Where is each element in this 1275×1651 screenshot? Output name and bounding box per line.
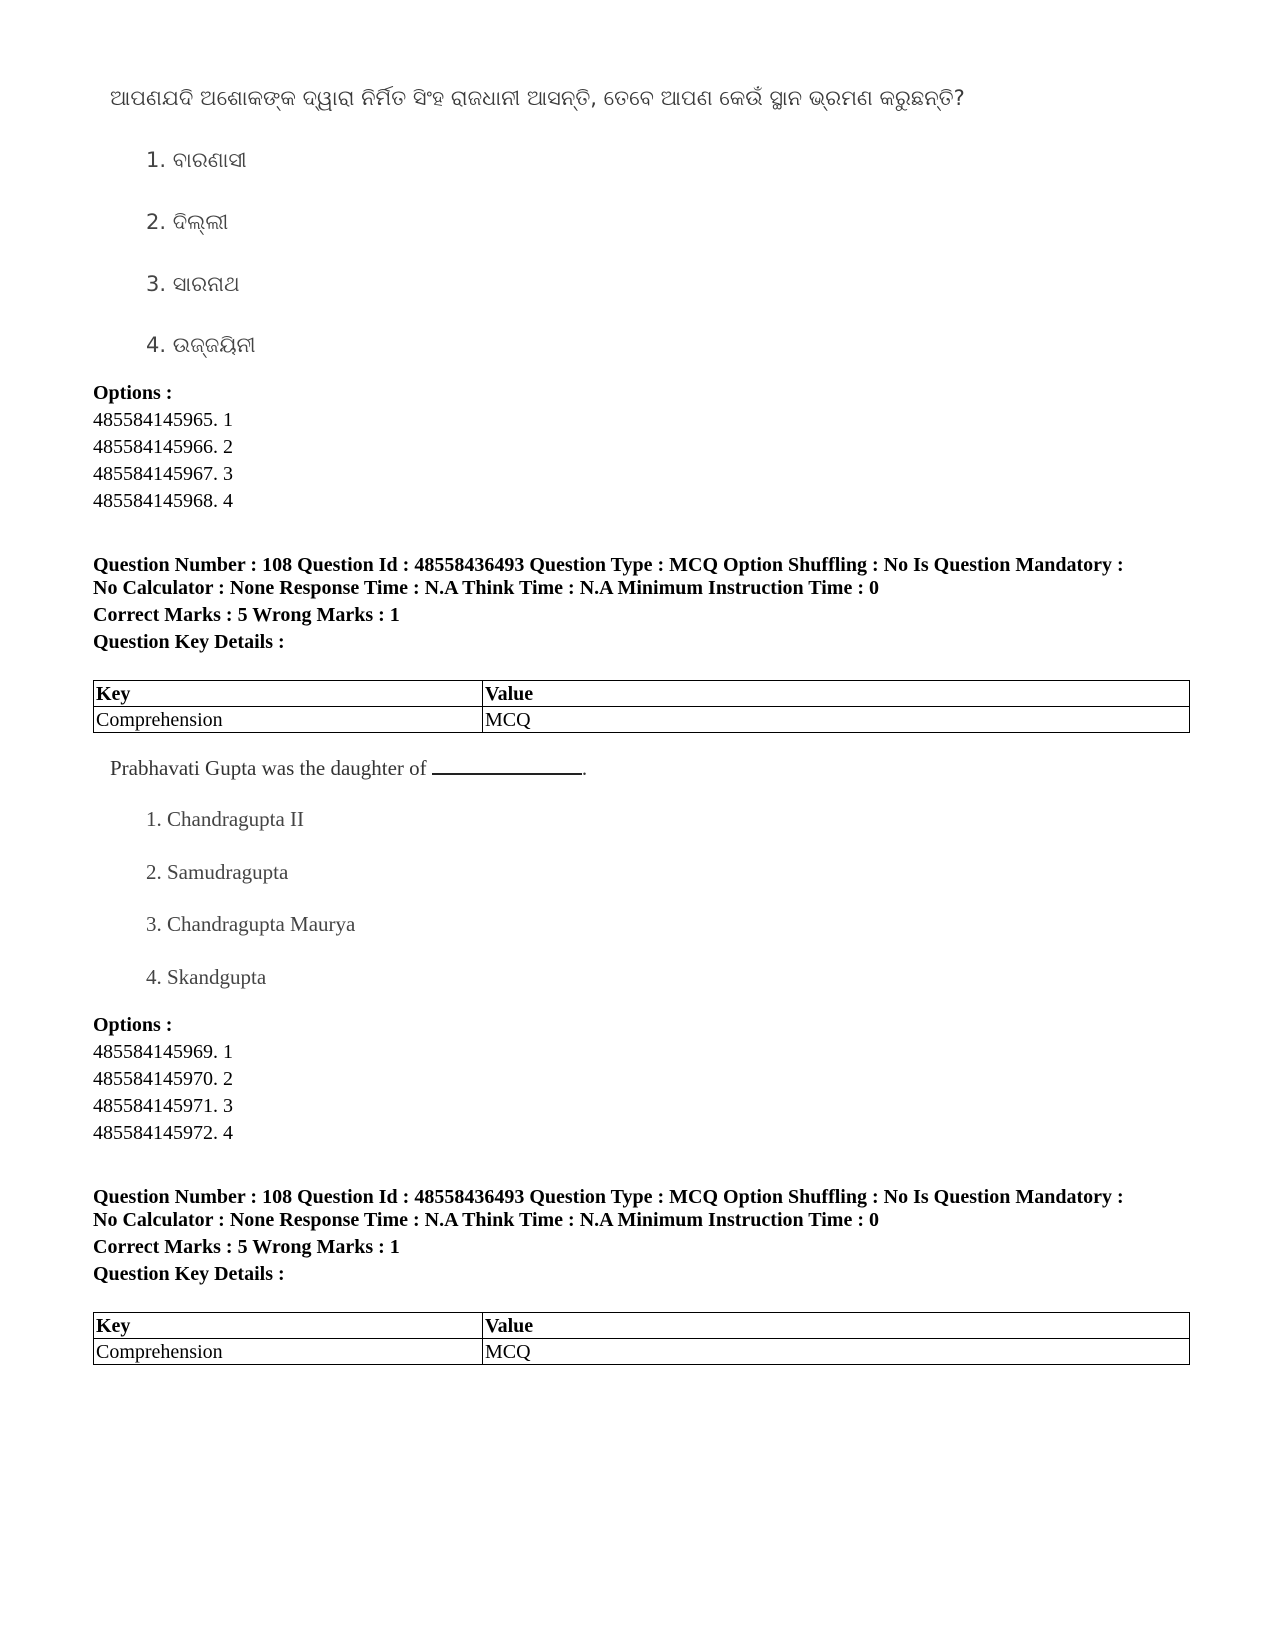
question-image-english xyxy=(110,755,588,989)
key-details-table xyxy=(93,1312,1183,1365)
key-header: Key xyxy=(94,681,483,707)
key-cell: Comprehension xyxy=(94,707,483,733)
question-meta-line2: No Calculator : None Response Time : N.A Think Time : N.A Minimum Instruction Time : 0 xyxy=(93,1209,879,1231)
options-label: Options : xyxy=(93,382,173,404)
option-item: 485584145969. 1 xyxy=(93,1041,233,1063)
key-cell: Comprehension xyxy=(94,1339,483,1365)
answer-blank xyxy=(432,755,582,775)
question-image-odia xyxy=(110,86,965,357)
option-item: 485584145966. 2 xyxy=(93,436,233,458)
choice-3: 3. Chandragupta Maurya xyxy=(146,912,356,936)
value-cell: MCQ xyxy=(483,707,1190,733)
option-item: 485584145965. 1 xyxy=(93,409,233,431)
marks-line: Correct Marks : 5 Wrong Marks : 1 xyxy=(93,1236,400,1258)
value-cell: MCQ xyxy=(483,1339,1190,1365)
choice-2: 2. ଦିଲ୍ଲୀ xyxy=(146,210,229,234)
option-item: 485584145972. 4 xyxy=(93,1122,233,1144)
marks-line: Correct Marks : 5 Wrong Marks : 1 xyxy=(93,604,400,626)
value-header: Value xyxy=(483,681,1190,707)
question-text: ଆପଣଯଦି ଅଶୋକଙ୍କ ଦ୍ୱାରା ନିର୍ମିତ ସିଂହ ରାଜଧାନୀ ଆସନ୍ତି, ତେବେ ଆପଣ କେଉଁ ସ୍ଥାନ ଭ୍ରମଣ କରୁଛନ୍ତି? xyxy=(110,86,965,110)
choice-4: 4. ଉଜ୍ଜୟିନୀ xyxy=(146,333,256,357)
key-header: Key xyxy=(94,1313,483,1339)
question-end-mark: . xyxy=(581,756,588,780)
question-text xyxy=(110,755,587,781)
question-stem: Prabhavati Gupta was the daughter of xyxy=(110,756,427,780)
choice-1: 1. ବାରଣାସୀ xyxy=(146,148,247,172)
option-item: 485584145967. 3 xyxy=(93,463,233,485)
options-section xyxy=(93,380,1183,515)
option-item: 485584145970. 2 xyxy=(93,1068,233,1090)
choice-4: 4. Skandgupta xyxy=(146,965,267,989)
question-meta-line1: Question Number : 108 Question Id : 48558436493 Question Type : MCQ Option Shuffling : No Is Question Mandatory : xyxy=(93,1186,1124,1208)
key-details-table xyxy=(93,680,1183,733)
option-item: 485584145971. 3 xyxy=(93,1095,233,1117)
option-item: 485584145968. 4 xyxy=(93,490,233,512)
question-meta xyxy=(93,1186,1183,1286)
choice-2: 2. Samudragupta xyxy=(146,860,289,884)
key-details-label: Question Key Details : xyxy=(93,631,285,653)
question-meta-line1: Question Number : 108 Question Id : 48558436493 Question Type : MCQ Option Shuffling : No Is Question Mandatory : xyxy=(93,554,1124,576)
question-meta-line2: No Calculator : None Response Time : N.A Think Time : N.A Minimum Instruction Time : 0 xyxy=(93,577,879,599)
choice-1: 1. Chandragupta II xyxy=(146,807,305,831)
options-section xyxy=(93,1012,1183,1147)
choice-3: 3. ସାରନାଥ xyxy=(146,272,240,296)
key-details-label: Question Key Details : xyxy=(93,1263,285,1285)
question-meta xyxy=(93,554,1183,654)
options-label: Options : xyxy=(93,1014,173,1036)
value-header: Value xyxy=(483,1313,1190,1339)
